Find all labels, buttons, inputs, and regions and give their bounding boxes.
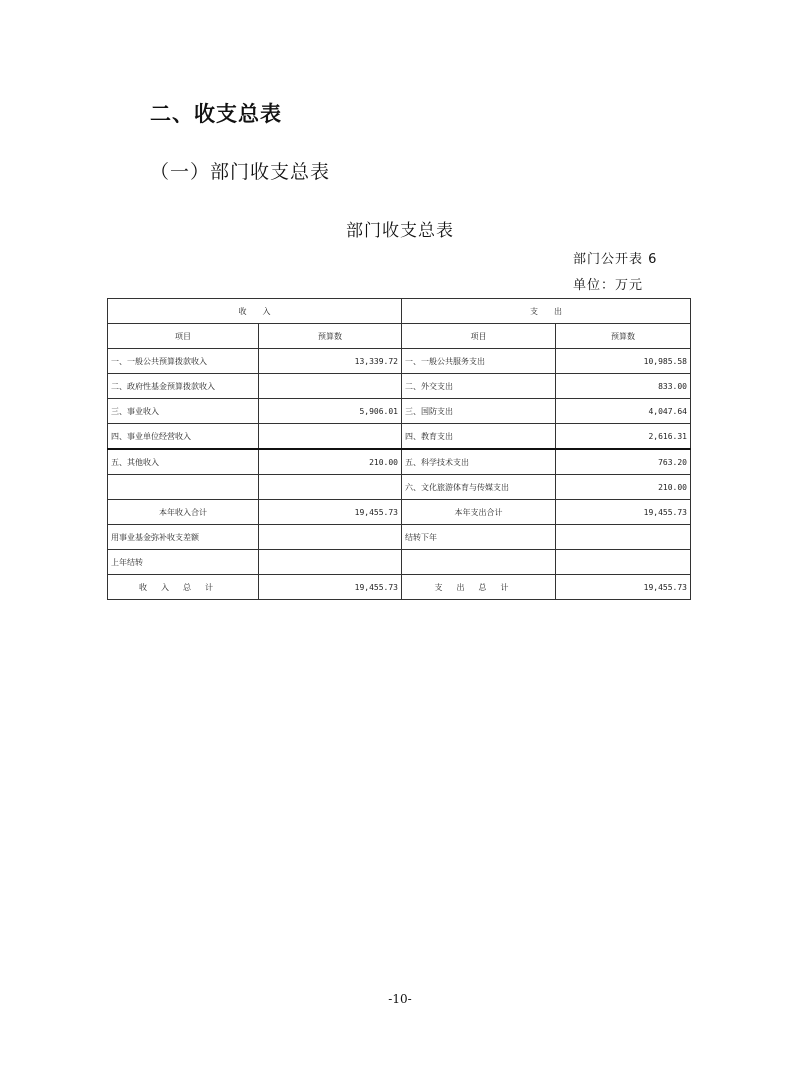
- prev-year-row: [108, 550, 691, 575]
- income-value: 13,339.72: [259, 349, 402, 374]
- table-number: 部门公开表 6: [573, 252, 658, 267]
- expense-item: 一、一般公共服务支出: [402, 349, 556, 374]
- income-value: [259, 374, 402, 399]
- income-header: 收 入: [108, 299, 402, 324]
- year-expense-label: 本年支出合计: [402, 500, 556, 525]
- total-expense-value: 19,455.73: [556, 575, 691, 600]
- expense-header: 支 出: [402, 299, 691, 324]
- table-row: [108, 475, 691, 500]
- table-row: [108, 349, 691, 374]
- prev-year-label: 上年结转: [108, 550, 259, 575]
- table-row: [108, 424, 691, 450]
- expense-item: 五、科学技术支出: [402, 449, 556, 475]
- reserve-row: [108, 525, 691, 550]
- expense-item: 二、外交支出: [402, 374, 556, 399]
- year-income-label: 本年收入合计: [108, 500, 259, 525]
- expense-value: 4,047.64: [556, 399, 691, 424]
- table-row: [108, 449, 691, 475]
- year-expense-value: 19,455.73: [556, 500, 691, 525]
- income-item-col: 项目: [108, 324, 259, 349]
- carry-next-value: [556, 525, 691, 550]
- income-value: 210.00: [259, 449, 402, 475]
- income-item: 四、事业单位经营收入: [108, 424, 259, 450]
- table-group-header: [108, 299, 691, 324]
- expense-budget-col: 预算数: [556, 324, 691, 349]
- empty-cell: [556, 550, 691, 575]
- income-value: 5,906.01: [259, 399, 402, 424]
- income-item: 五、其他收入: [108, 449, 259, 475]
- table-row: [108, 374, 691, 399]
- subsection-heading: （一）部门收支总表: [150, 161, 331, 183]
- empty-cell: [402, 550, 556, 575]
- expense-value: 10,985.58: [556, 349, 691, 374]
- total-income-value: 19,455.73: [259, 575, 402, 600]
- income-item: 三、事业收入: [108, 399, 259, 424]
- income-item: 二、政府性基金预算拨款收入: [108, 374, 259, 399]
- unit-label: 单位：万元: [573, 278, 644, 293]
- table-title: 部门收支总表: [346, 221, 454, 241]
- page-number: -10-: [388, 992, 412, 1006]
- expense-value: 833.00: [556, 374, 691, 399]
- year-total-row: [108, 500, 691, 525]
- total-income-label: 收入总计: [108, 575, 259, 600]
- expense-item-col: 项目: [402, 324, 556, 349]
- income-budget-col: 预算数: [259, 324, 402, 349]
- income-value: [259, 424, 402, 450]
- income-expense-table: [107, 298, 691, 600]
- carry-next-label: 结转下年: [402, 525, 556, 550]
- reserve-value: [259, 525, 402, 550]
- expense-item: 四、教育支出: [402, 424, 556, 450]
- grand-total-row: [108, 575, 691, 600]
- table-row: [108, 399, 691, 424]
- expense-value: 210.00: [556, 475, 691, 500]
- table-column-header: [108, 324, 691, 349]
- year-income-value: 19,455.73: [259, 500, 402, 525]
- income-item: 一、一般公共预算拨款收入: [108, 349, 259, 374]
- total-expense-label: 支出总计: [402, 575, 556, 600]
- expense-value: 763.20: [556, 449, 691, 475]
- expense-item: 六、文化旅游体育与传媒支出: [402, 475, 556, 500]
- section-heading: 二、收支总表: [150, 102, 282, 126]
- reserve-label: 用事业基金弥补收支差额: [108, 525, 259, 550]
- expense-item: 三、国防支出: [402, 399, 556, 424]
- income-item: [108, 475, 259, 500]
- income-value: [259, 475, 402, 500]
- expense-value: 2,616.31: [556, 424, 691, 450]
- prev-year-value: [259, 550, 402, 575]
